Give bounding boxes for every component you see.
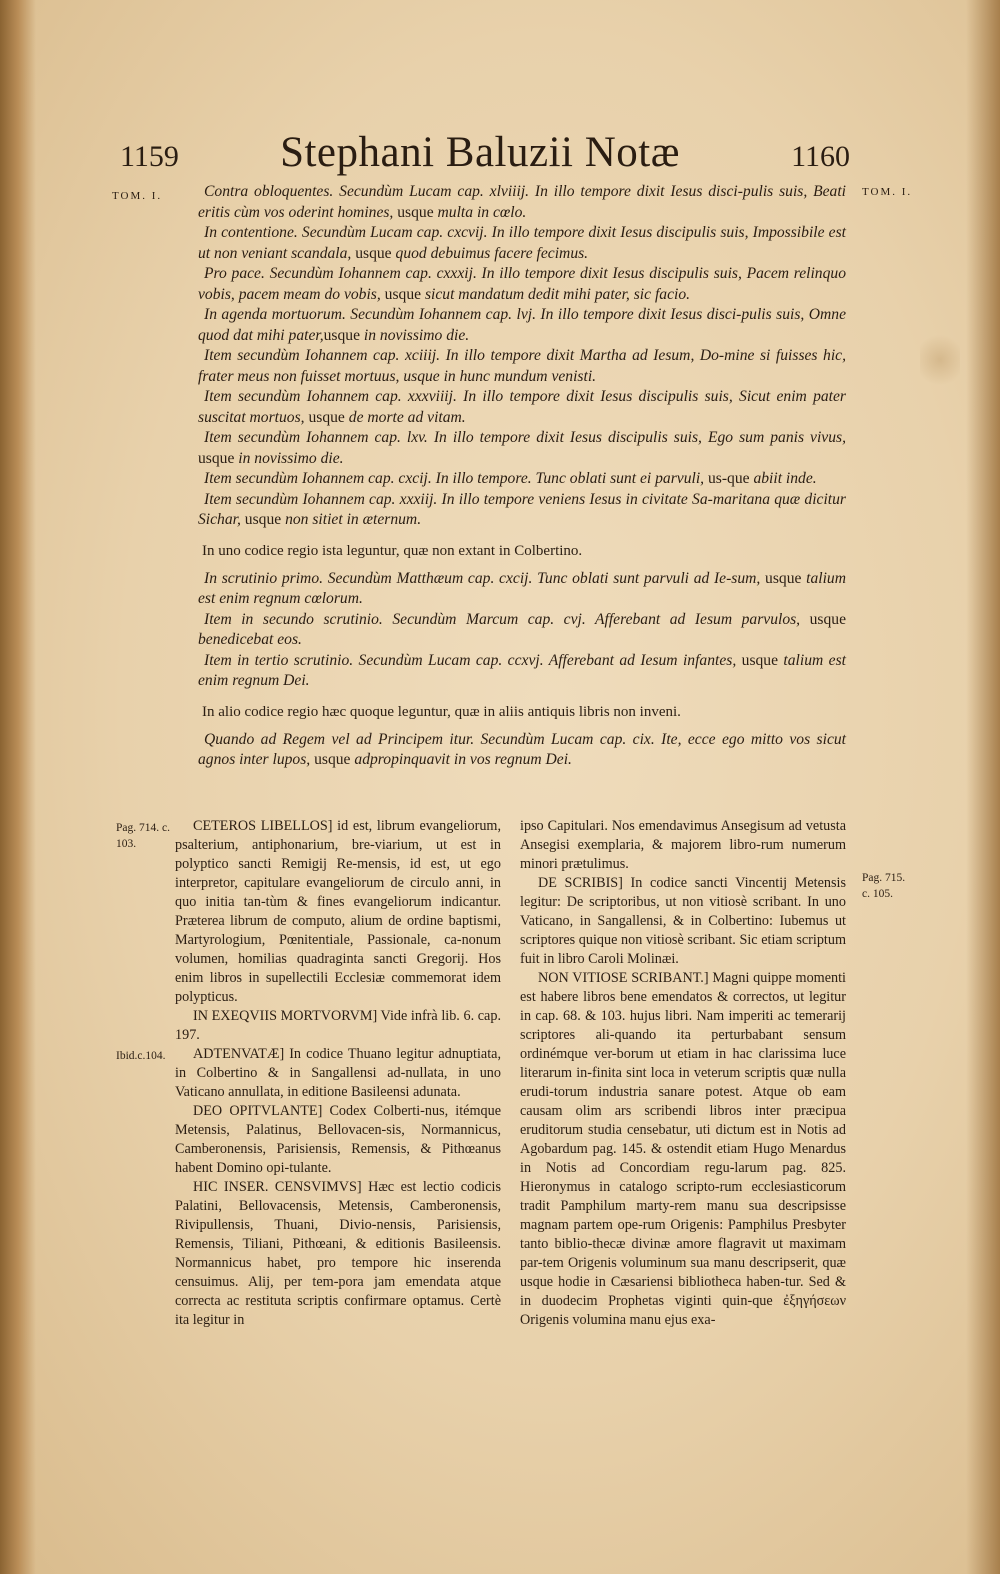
tome-marker-right: TOM. I. (862, 186, 913, 198)
running-title: Stephani Baluzii Notæ (280, 129, 680, 176)
page-header (120, 128, 850, 180)
page-number-left: 1159 (120, 140, 179, 173)
gospel-entry (198, 730, 846, 771)
entry-incipit: Item secundùm Iohannem cap. xxxviiij. In illo tempore dixit Iesus discipulis suis, Sicut enim pater suscitat mortuos, (198, 388, 846, 426)
page-number-right: 1160 (791, 140, 850, 173)
entry-usque: usque (736, 651, 784, 669)
entry-explicit: adpropinquavit in vos regnum Dei. (354, 751, 572, 768)
gospel-entry (198, 610, 846, 651)
gospel-entry (198, 182, 846, 223)
entry-usque: usque (351, 244, 396, 262)
editor-note: In uno codice regio ista leguntur, quæ non extant in Colbertino. (202, 542, 583, 559)
entry-usque: usque (198, 449, 239, 467)
gospel-entry (198, 387, 846, 428)
entry-usque: usque (760, 569, 807, 587)
gospel-entry (198, 569, 846, 610)
note-paragraph: NON VITIOSE SCRIBANT.] Magni quippe momenti est habere libros bene emendatos & correctos, ut legitur in cap. 68. & 103. hujus libri. Nam imperiti ac temerarij scriptores ali-quando ita perturbabant sensum ordinémque ver-borum ut etiam in hac clarissima luce literarum in-finita sint loca in veterum scriptis quæ nulla erudi-torum industria sanare potest. Atque ob eam causam olim ars scribendi libros inter præcipua eruditorum studia censebatur, uti dictum est in Notis ad Agobardum pag. 145. & ostendit etiam Hugo Menardus in Notis ad Concordiam regu-larum pag. 825. Hieronymus in catalogo scripto-rum ecclesiasticorum tradit Pamphilum marty-rem manu sua descripsisse magnam partem ope-rum Origenis: Pamphilus Presbyter tanto biblio-thecæ divinæ amore flagravit ut maximam par-tem Origenis voluminum sua manu descripserit, quæ usque hodie in Cæsariensi bibliotheca haben-tur. Sed & in duodecim Prophetas viginti quin-que ἐξηγήσεων Origenis volumina manu ejus exa- (520, 970, 846, 1328)
gospel-entry (198, 469, 846, 490)
entry-incipit: Item secundùm Iohannem cap. lxv. In illo tempore dixit Iesus discipulis suis, Ego sum panis vivus, (204, 429, 846, 446)
gospel-entry (198, 651, 846, 692)
entry-usque: usque (310, 751, 355, 768)
paper-stain (920, 330, 960, 390)
margin-reference: Ibid.c.104. (116, 1050, 166, 1062)
entry-explicit: de morte ad vitam. (348, 408, 466, 426)
note-paragraph: ipso Capitulari. Nos emendavimus Ansegisum ad vetusta Ansegisi exemplaria, & majorem libro-rum numerum minori prætulimus. (520, 818, 846, 872)
notes-column-left (175, 817, 501, 1330)
entry-explicit: benedicebat eos. (198, 631, 302, 648)
entry-explicit: sicut mandatum dedit mihi pater, sic facio. (424, 285, 691, 303)
entry-usque: usque (800, 610, 846, 628)
entry-explicit: multa in cœlo. (437, 203, 527, 221)
note-paragraph: ADTENVATÆ] In codice Thuano legitur adnuptiata, in Colbertino & in Sangallensi ad-nullata, in uno Vaticano annullata, in editione Basileensi adunata. (175, 1046, 501, 1100)
gospel-entry (198, 264, 846, 305)
entry-explicit: in novissimo die. (238, 449, 344, 467)
entry-incipit: Item secundùm Iohannem cap. xxxiij. In illo tempore veniens Iesus in civitate Sa-maritana quæ dicitur Sichar, (198, 490, 846, 528)
editor-note: In alio codice regio hæc quoque leguntur, quæ in aliis antiquis libris non inveni. (202, 703, 681, 720)
entry-incipit: In contentione. Secundùm Lucam cap. cxcvij. In illo tempore dixit Iesus discipulis suis, Impossibile est ut non veniant scandala, (198, 224, 846, 262)
margin-reference: Pag. 714. c. 103. (116, 822, 170, 850)
entry-usque: us-que (704, 470, 754, 487)
main-text (198, 182, 846, 771)
entry-explicit: in novissimo die. (363, 326, 470, 344)
entry-incipit: Item secundùm Iohannem cap. cxcij. In illo tempore. Tunc oblati sunt ei parvuli, (204, 470, 705, 487)
tome-marker-left: TOM. I. (112, 190, 163, 202)
gospel-entry (198, 490, 846, 531)
gospel-entry (198, 428, 846, 469)
note-paragraph: DEO OPITVLANTE] Codex Colberti-nus, itémque Metensis, Palatinus, Bellovacen-sis, Normannicus, Camberonensis, Parisiensis, Remensis, & Pithœanus habent Domino opi-tulante. (175, 1103, 501, 1176)
entry-incipit: Item in secundo scrutinio. Secundùm Marcum cap. cvj. Afferebant ad Iesum parvulos, (204, 610, 801, 628)
entry-usque: usque (304, 408, 349, 426)
note-paragraph: HIC INSER. CENSVIMVS] Hæc est lectio codicis Palatini, Bellovacensis, Metensis, Camberonensis, Rivipullensis, Thuani, Divio-nensis, Parisiensis, Remensis, Tiliani, Pithœani, & editionis Basileensis. Normannicus habet, pro tempore hic inserenda censuimus. Alij, per tem-pora jam emendata atque correcta ac restituta scriptis confirmare optamus. Certè ita legitur in (175, 1179, 501, 1328)
entry-explicit: talium est enim regnum Dei. (198, 651, 846, 689)
gospel-entry (198, 223, 846, 264)
entry-usque: usque (240, 511, 286, 528)
entry-explicit: talium est enim regnum cœlorum. (198, 569, 846, 607)
note-paragraph: CETEROS LIBELLOS] id est, librum evangeliorum, psalterium, antiphonarium, bre-viarium, ut est in polyptico sancti Remigij Re-mensis, id est, ut ego interpretor, capitulare evangeliorum de circulo anni, in quo initia tan-tùm & fines evangeliorum indicantur. Præterea librum de computo, alium de ordine baptismi, Martyrologium, Pœnitentiale, Passionale, ca-nonum volumen, homilias quadraginta sancti Gregorij. Hos enim libros in supellectili Ecclesiæ commemorat idem polypticus. (175, 818, 501, 1005)
gospel-entry (198, 346, 846, 387)
entry-incipit: In scrutinio primo. Secundùm Matthæum cap. cxcij. Tunc oblati sunt parvuli ad Ie-sum, (204, 569, 761, 587)
entry-usque: usque (323, 326, 364, 344)
entry-explicit: abiit inde. (753, 470, 817, 487)
gospel-entry (198, 305, 846, 346)
entry-explicit: non sitiet in æternum. (285, 511, 422, 528)
note-paragraph: IN EXEQVIIS MORTVORVM] Vide infrà lib. 6. cap. 197. (175, 1008, 501, 1043)
entry-incipit: Contra obloquentes. Secundùm Lucam cap. xlviiij. In illo tempore dixit Iesus disci-pulis suis, Beati eritis cùm vos oderint homines, (198, 183, 846, 221)
gospel-entries-list (198, 730, 846, 771)
entry-incipit: In agenda mortuorum. Secundùm Iohannem cap. lvj. In illo tempore dixit Iesus disci-pulis suis, Omne quod dat mihi pater, (198, 306, 846, 344)
entry-explicit: quod debuimus facere fecimus. (395, 244, 589, 262)
entry-incipit: Quando ad Regem vel ad Principem itur. Secundùm Lucam cap. cix. Ite, ecce ego mitto vos sicut agnos inter lupos, (198, 730, 846, 768)
note-paragraph: DE SCRIBIS] In codice sancti Vincentij Metensis legitur: De scriptoribus, ut non vitiosè scribant. In uno Vaticano, in Sangallensi, & in Colbertino: Iubemus ut scriptores quique non vitiosè scribant. Sic etiam scriptum fuit in libro Caroli Molinæi. (520, 875, 846, 967)
notes-column-right (520, 817, 846, 1330)
margin-reference: Pag. 715. c. 105. (862, 872, 906, 900)
gospel-entries-list (198, 569, 846, 692)
entry-usque: usque (393, 203, 438, 221)
entry-incipit: Item in tertio scrutinio. Secundùm Lucam cap. ccxvj. Afferebant ad Iesum infantes, (204, 651, 737, 669)
entry-usque: usque (380, 285, 425, 303)
entry-incipit: Pro pace. Secundùm Iohannem cap. cxxxij. In illo tempore dixit Iesus discipulis suis, Pacem relinquo vobis, pacem meam do vobis, (198, 265, 846, 303)
entry-incipit: Item secundùm Iohannem cap. xciiij. In illo tempore dixit Martha ad Iesum, Do-mine si fuisses hic, frater meus non fuisset mortuus, usque in hunc mundum venisti. (198, 347, 846, 385)
gospel-entries-list (198, 182, 846, 531)
